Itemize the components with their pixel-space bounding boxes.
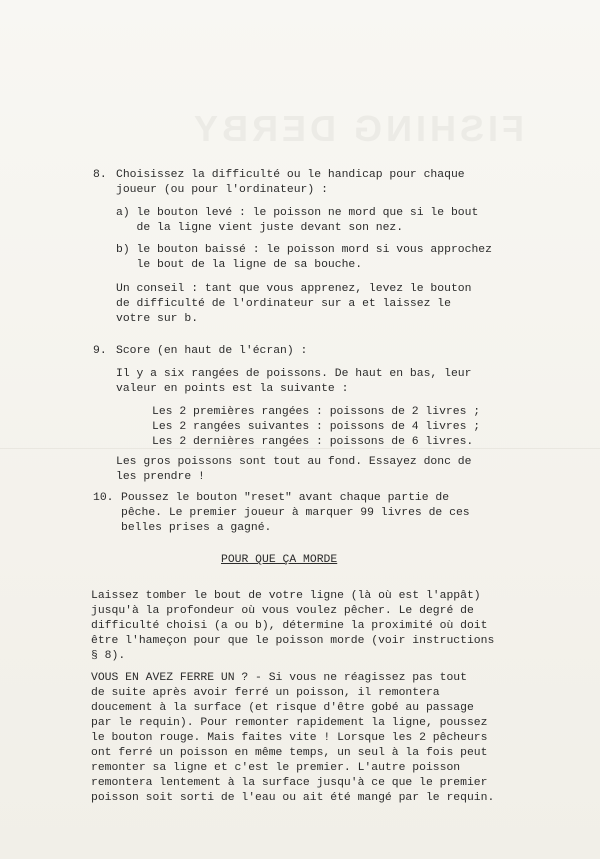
para-1-line-5: § 8). bbox=[91, 650, 126, 662]
item-8-line-2: joueur (ou pour l'ordinateur) : bbox=[116, 184, 328, 196]
item-8-conseil-line-2: de difficulté de l'ordinateur sur a et laissez le bbox=[116, 298, 451, 310]
item-10-line-3: belles prises a gagné. bbox=[121, 522, 272, 534]
para-2-line-7: remonter sa ligne et c'est le premier. L'autre poisson bbox=[91, 762, 461, 774]
item-8-conseil-line-3: votre sur b. bbox=[116, 313, 199, 325]
item-8-a-line-2: de la ligne vient juste devant son nez. bbox=[116, 222, 404, 234]
para-2-line-9: poisson soit sorti de l'eau ou ait été mangé par le requin. bbox=[91, 792, 495, 804]
item-8-line-1: Choisissez la difficulté ou le handicap pour chaque bbox=[116, 169, 465, 181]
item-8-a-line-1: a) le bouton levé : le poisson ne mord que si le bout bbox=[116, 207, 479, 219]
item-9-intro-line-1: Il y a six rangées de poissons. De haut en bas, leur bbox=[116, 368, 472, 380]
para-2-line-8: remontera lentement à la surface jusqu'à ce que le premier bbox=[91, 777, 488, 789]
item-9-number: 9. bbox=[93, 345, 107, 357]
item-9-intro-line-2: valeur en points est la suivante : bbox=[116, 383, 349, 395]
item-9-gros-line-2: les prendre ! bbox=[116, 471, 205, 483]
item-10-line-2: pêche. Le premier joueur à marquer 99 livres de ces bbox=[121, 507, 470, 519]
section-heading: POUR QUE ÇA MORDE bbox=[221, 554, 338, 566]
score-row-2: Les 2 rangées suivantes : poissons de 4 livres ; bbox=[152, 421, 481, 433]
para-2-line-6: ont ferré un poisson en même temps, un seul à la fois peut bbox=[91, 747, 488, 759]
item-9-title: Score (en haut de l'écran) : bbox=[116, 345, 308, 357]
item-8-conseil-line-1: Un conseil : tant que vous apprenez, levez le bouton bbox=[116, 283, 472, 295]
item-8-number: 8. bbox=[93, 169, 107, 181]
para-2-line-2: de suite après avoir ferré un poisson, il remontera bbox=[91, 687, 440, 699]
para-2-line-4: par le requin). Pour remonter rapidement la ligne, poussez bbox=[91, 717, 488, 729]
item-9-gros-line-1: Les gros poissons sont tout au fond. Essayez donc de bbox=[116, 456, 472, 468]
para-1-line-2: jusqu'à la profondeur où vous voulez pêcher. Le degré de bbox=[91, 605, 474, 617]
item-10-number: 10. bbox=[93, 492, 114, 504]
para-2-line-1: VOUS EN AVEZ FERRE UN ? - Si vous ne réagissez pas tout bbox=[91, 672, 467, 684]
item-8-b-line-2: le bout de la ligne de sa bouche. bbox=[116, 259, 363, 271]
para-2-line-3: doucement à la surface (et risque d'être gobé au passage bbox=[91, 702, 474, 714]
bleed-through-title: FISHING DERBY bbox=[190, 108, 525, 149]
para-1-line-3: difficulté choisi (a ou b), détermine la proximité où doit bbox=[91, 620, 488, 632]
para-2-line-5: le bouton rouge. Mais faites vite ! Lorsque les 2 pêcheurs bbox=[91, 732, 488, 744]
item-8-b-line-1: b) le bouton baissé : le poisson mord si vous approchez bbox=[116, 244, 492, 256]
para-1-line-4: être l'hameçon pour que le poisson morde (voir instructions bbox=[91, 635, 495, 647]
score-row-1: Les 2 premières rangées : poissons de 2 livres ; bbox=[152, 406, 481, 418]
para-1-line-1: Laissez tomber le bout de votre ligne (là où est l'appât) bbox=[91, 590, 481, 602]
item-10-line-1: Poussez le bouton "reset" avant chaque partie de bbox=[121, 492, 450, 504]
score-row-3: Les 2 dernières rangées : poissons de 6 livres. bbox=[152, 436, 474, 448]
